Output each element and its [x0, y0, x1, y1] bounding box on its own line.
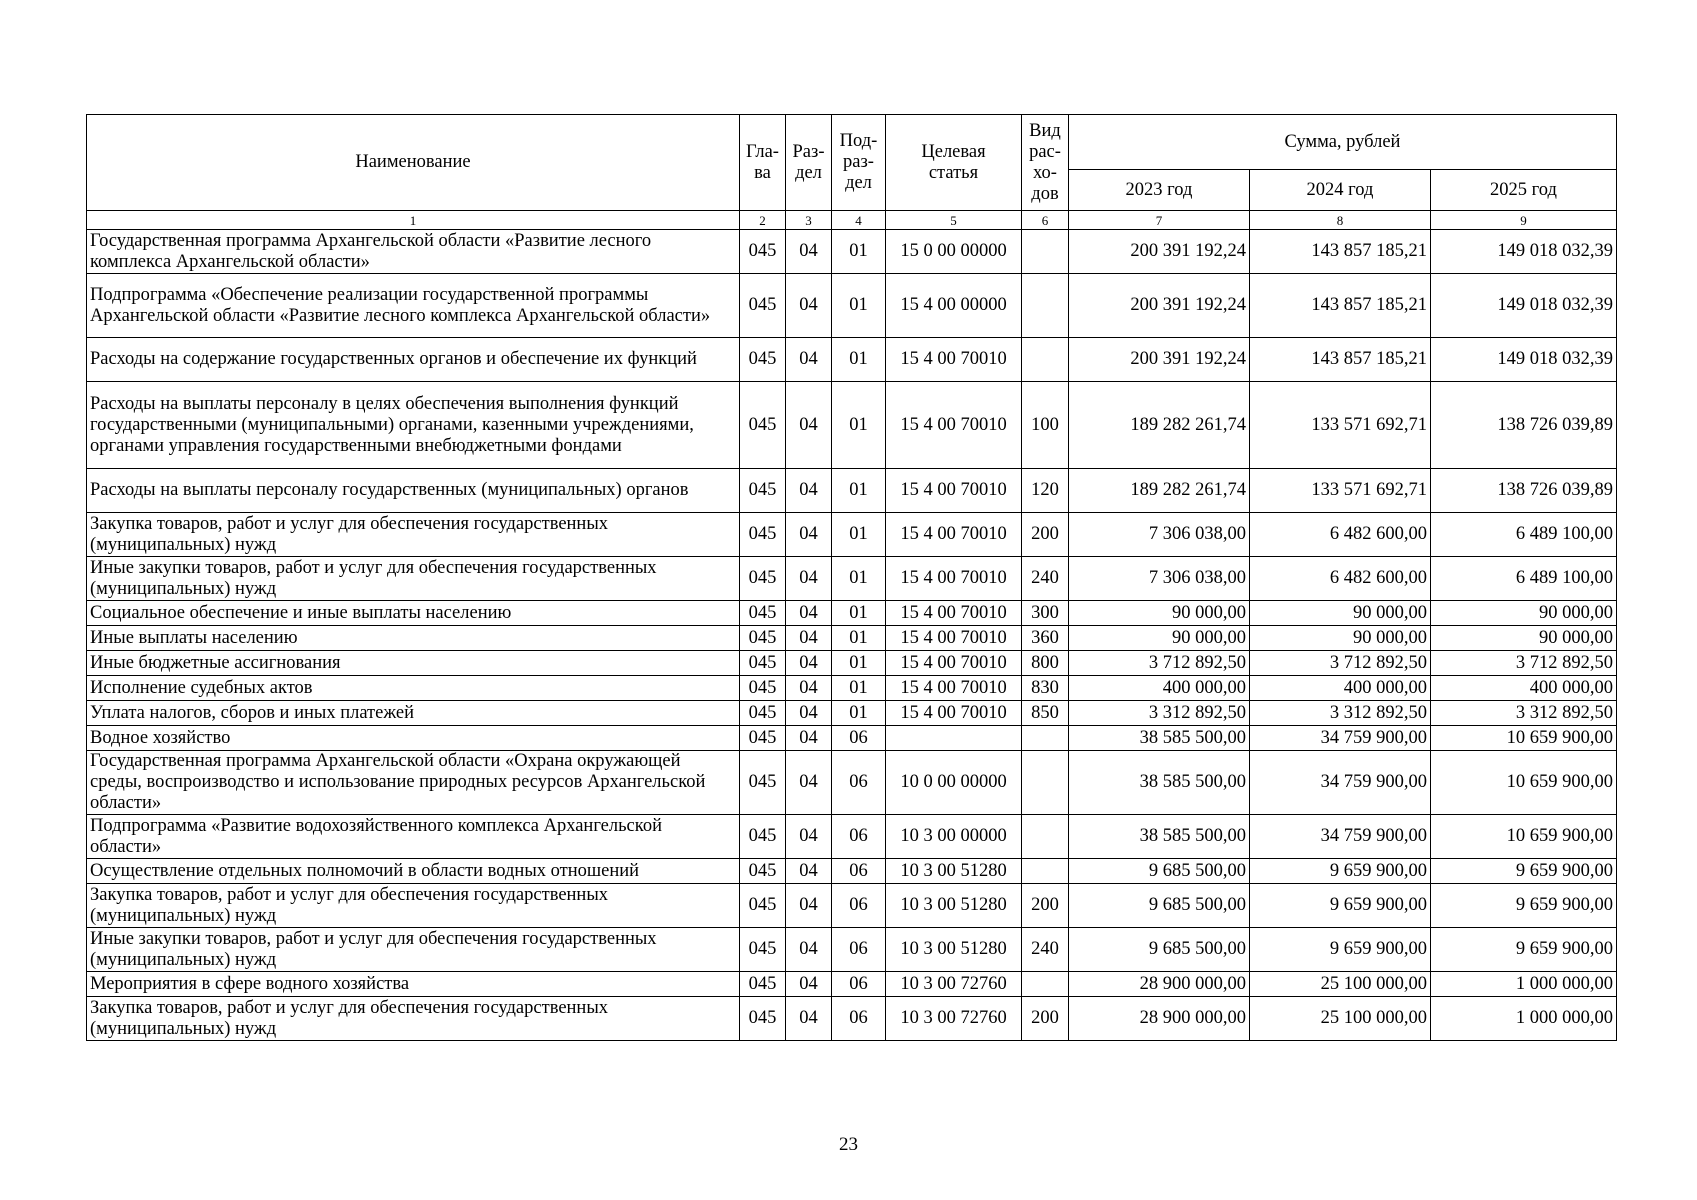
row-amount-2023: 9 685 500,00 — [1069, 859, 1250, 884]
row-expense-type: 800 — [1022, 651, 1069, 676]
row-amount-2025: 149 018 032,39 — [1431, 338, 1617, 382]
row-target-article: 15 4 00 70010 — [886, 601, 1022, 626]
row-target-article: 10 0 00 00000 — [886, 751, 1022, 815]
row-section: 04 — [786, 928, 832, 972]
row-chapter: 045 — [740, 676, 786, 701]
row-target-article: 15 4 00 70010 — [886, 701, 1022, 726]
header-name: Наименование — [87, 115, 740, 211]
row-chapter: 045 — [740, 382, 786, 469]
page-number: 23 — [839, 1134, 858, 1155]
column-number-cell: 7 — [1069, 211, 1250, 230]
row-chapter: 045 — [740, 626, 786, 651]
row-section: 04 — [786, 513, 832, 557]
row-amount-2023: 28 900 000,00 — [1069, 972, 1250, 997]
row-section: 04 — [786, 751, 832, 815]
row-expense-type: 200 — [1022, 513, 1069, 557]
row-target-article: 15 4 00 70010 — [886, 626, 1022, 651]
row-target-article: 15 0 00 00000 — [886, 230, 1022, 274]
row-subsection: 01 — [832, 513, 886, 557]
row-section: 04 — [786, 651, 832, 676]
row-amount-2024: 34 759 900,00 — [1250, 751, 1431, 815]
row-amount-2024: 6 482 600,00 — [1250, 513, 1431, 557]
row-name: Расходы на выплаты персоналу в целях обеспечения выполнения функций государственными (муниципальными) органами, казенными учреждениями, органами управления государственными внебюджетными фондами — [87, 382, 740, 469]
row-section: 04 — [786, 815, 832, 859]
row-amount-2023: 3 312 892,50 — [1069, 701, 1250, 726]
row-expense-type — [1022, 726, 1069, 751]
row-amount-2024: 9 659 900,00 — [1250, 884, 1431, 928]
table-row — [87, 997, 1617, 1041]
row-subsection: 01 — [832, 601, 886, 626]
row-amount-2025: 10 659 900,00 — [1431, 751, 1617, 815]
row-expense-type — [1022, 338, 1069, 382]
row-target-article: 10 3 00 51280 — [886, 859, 1022, 884]
row-name: Закупка товаров, работ и услуг для обеспечения государственных (муниципальных) нужд — [87, 884, 740, 928]
header-year-2023: 2023 год — [1069, 170, 1250, 211]
row-amount-2024: 400 000,00 — [1250, 676, 1431, 701]
row-amount-2024: 25 100 000,00 — [1250, 997, 1431, 1041]
column-number-cell: 1 — [87, 211, 740, 230]
table-row — [87, 972, 1617, 997]
row-chapter: 045 — [740, 751, 786, 815]
row-chapter: 045 — [740, 701, 786, 726]
row-amount-2024: 133 571 692,71 — [1250, 469, 1431, 513]
row-amount-2024: 143 857 185,21 — [1250, 274, 1431, 338]
row-expense-type: 100 — [1022, 382, 1069, 469]
table-row — [87, 513, 1617, 557]
row-section: 04 — [786, 382, 832, 469]
row-chapter: 045 — [740, 513, 786, 557]
row-amount-2025: 138 726 039,89 — [1431, 469, 1617, 513]
row-amount-2024: 3 712 892,50 — [1250, 651, 1431, 676]
table-row — [87, 676, 1617, 701]
row-chapter: 045 — [740, 230, 786, 274]
row-amount-2023: 7 306 038,00 — [1069, 513, 1250, 557]
table-row — [87, 230, 1617, 274]
row-subsection: 06 — [832, 751, 886, 815]
row-subsection: 01 — [832, 676, 886, 701]
row-amount-2024: 90 000,00 — [1250, 626, 1431, 651]
row-target-article: 15 4 00 70010 — [886, 469, 1022, 513]
row-amount-2025: 138 726 039,89 — [1431, 382, 1617, 469]
row-subsection: 06 — [832, 997, 886, 1041]
row-amount-2023: 200 391 192,24 — [1069, 274, 1250, 338]
row-amount-2023: 90 000,00 — [1069, 626, 1250, 651]
row-amount-2023: 9 685 500,00 — [1069, 884, 1250, 928]
column-number-cell: 9 — [1431, 211, 1617, 230]
table-row — [87, 726, 1617, 751]
row-subsection: 01 — [832, 338, 886, 382]
row-subsection: 01 — [832, 626, 886, 651]
column-number-cell: 2 — [740, 211, 786, 230]
row-amount-2025: 6 489 100,00 — [1431, 513, 1617, 557]
row-name: Иные закупки товаров, работ и услуг для обеспечения государственных (муниципальных) нужд — [87, 557, 740, 601]
table-row — [87, 884, 1617, 928]
row-section: 04 — [786, 859, 832, 884]
row-amount-2024: 34 759 900,00 — [1250, 726, 1431, 751]
header-year-2024: 2024 год — [1250, 170, 1431, 211]
row-amount-2024: 143 857 185,21 — [1250, 230, 1431, 274]
row-subsection: 06 — [832, 815, 886, 859]
row-amount-2025: 3 312 892,50 — [1431, 701, 1617, 726]
row-subsection: 06 — [832, 726, 886, 751]
table-header — [87, 115, 1617, 230]
table-row — [87, 928, 1617, 972]
row-name: Подпрограмма «Обеспечение реализации государственной программы Архангельской области «Развитие лесного комплекса Архангельской области» — [87, 274, 740, 338]
row-name: Осуществление отдельных полномочий в области водных отношений — [87, 859, 740, 884]
column-number-cell: 6 — [1022, 211, 1069, 230]
row-section: 04 — [786, 557, 832, 601]
row-name: Иные бюджетные ассигнования — [87, 651, 740, 676]
row-section: 04 — [786, 274, 832, 338]
table-row — [87, 338, 1617, 382]
row-amount-2025: 90 000,00 — [1431, 601, 1617, 626]
row-target-article: 15 4 00 00000 — [886, 274, 1022, 338]
row-expense-type: 360 — [1022, 626, 1069, 651]
row-subsection: 01 — [832, 382, 886, 469]
row-expense-type: 240 — [1022, 557, 1069, 601]
column-number-cell: 4 — [832, 211, 886, 230]
row-target-article: 15 4 00 70010 — [886, 382, 1022, 469]
row-section: 04 — [786, 230, 832, 274]
column-number-cell: 3 — [786, 211, 832, 230]
row-name: Государственная программа Архангельской области «Охрана окружающей среды, воспроизводство и использование природных ресурсов Архангельской области» — [87, 751, 740, 815]
row-target-article: 15 4 00 70010 — [886, 676, 1022, 701]
table-row — [87, 557, 1617, 601]
row-amount-2024: 143 857 185,21 — [1250, 338, 1431, 382]
row-chapter: 045 — [740, 997, 786, 1041]
row-section: 04 — [786, 997, 832, 1041]
row-expense-type: 120 — [1022, 469, 1069, 513]
row-expense-type — [1022, 859, 1069, 884]
row-expense-type — [1022, 751, 1069, 815]
row-section: 04 — [786, 469, 832, 513]
table-row — [87, 626, 1617, 651]
table-row — [87, 382, 1617, 469]
row-amount-2024: 9 659 900,00 — [1250, 859, 1431, 884]
row-expense-type — [1022, 274, 1069, 338]
row-amount-2025: 10 659 900,00 — [1431, 726, 1617, 751]
header-expense-type: Вид рас- хо- дов — [1022, 115, 1069, 211]
row-amount-2025: 1 000 000,00 — [1431, 997, 1617, 1041]
row-subsection: 01 — [832, 469, 886, 513]
row-section: 04 — [786, 701, 832, 726]
row-chapter: 045 — [740, 601, 786, 626]
row-amount-2023: 9 685 500,00 — [1069, 928, 1250, 972]
row-amount-2023: 400 000,00 — [1069, 676, 1250, 701]
header-subsection: Под- раз- дел — [832, 115, 886, 211]
row-amount-2025: 149 018 032,39 — [1431, 274, 1617, 338]
row-amount-2025: 1 000 000,00 — [1431, 972, 1617, 997]
row-amount-2024: 9 659 900,00 — [1250, 928, 1431, 972]
row-expense-type — [1022, 972, 1069, 997]
row-target-article: 10 3 00 00000 — [886, 815, 1022, 859]
row-name: Иные выплаты населению — [87, 626, 740, 651]
row-expense-type — [1022, 230, 1069, 274]
row-amount-2025: 9 659 900,00 — [1431, 928, 1617, 972]
row-amount-2025: 400 000,00 — [1431, 676, 1617, 701]
row-section: 04 — [786, 338, 832, 382]
header-target-article: Целевая статья — [886, 115, 1022, 211]
row-amount-2025: 9 659 900,00 — [1431, 884, 1617, 928]
row-amount-2023: 189 282 261,74 — [1069, 469, 1250, 513]
row-name: Закупка товаров, работ и услуг для обеспечения государственных (муниципальных) нужд — [87, 997, 740, 1041]
row-amount-2023: 200 391 192,24 — [1069, 338, 1250, 382]
row-amount-2024: 34 759 900,00 — [1250, 815, 1431, 859]
row-name: Расходы на выплаты персоналу государственных (муниципальных) органов — [87, 469, 740, 513]
column-number-cell: 5 — [886, 211, 1022, 230]
row-name: Водное хозяйство — [87, 726, 740, 751]
row-subsection: 06 — [832, 928, 886, 972]
table-row — [87, 601, 1617, 626]
row-amount-2023: 189 282 261,74 — [1069, 382, 1250, 469]
budget-table — [86, 114, 1617, 1041]
row-target-article: 15 4 00 70010 — [886, 338, 1022, 382]
row-name: Закупка товаров, работ и услуг для обеспечения государственных (муниципальных) нужд — [87, 513, 740, 557]
header-chapter: Гла- ва — [740, 115, 786, 211]
row-chapter: 045 — [740, 469, 786, 513]
row-amount-2023: 90 000,00 — [1069, 601, 1250, 626]
table-row — [87, 815, 1617, 859]
row-amount-2023: 38 585 500,00 — [1069, 726, 1250, 751]
row-amount-2025: 9 659 900,00 — [1431, 859, 1617, 884]
row-amount-2024: 25 100 000,00 — [1250, 972, 1431, 997]
row-subsection: 01 — [832, 557, 886, 601]
row-subsection: 06 — [832, 859, 886, 884]
row-section: 04 — [786, 626, 832, 651]
row-amount-2024: 3 312 892,50 — [1250, 701, 1431, 726]
header-sum: Сумма, рублей — [1069, 115, 1617, 170]
row-chapter: 045 — [740, 726, 786, 751]
row-subsection: 01 — [832, 651, 886, 676]
table-body — [87, 230, 1617, 1041]
row-amount-2023: 3 712 892,50 — [1069, 651, 1250, 676]
row-amount-2025: 6 489 100,00 — [1431, 557, 1617, 601]
row-target-article: 15 4 00 70010 — [886, 513, 1022, 557]
row-target-article — [886, 726, 1022, 751]
row-subsection: 01 — [832, 701, 886, 726]
row-expense-type: 240 — [1022, 928, 1069, 972]
row-subsection: 01 — [832, 230, 886, 274]
table-row — [87, 859, 1617, 884]
row-chapter: 045 — [740, 651, 786, 676]
row-section: 04 — [786, 676, 832, 701]
row-subsection: 06 — [832, 972, 886, 997]
row-amount-2025: 3 712 892,50 — [1431, 651, 1617, 676]
row-expense-type: 830 — [1022, 676, 1069, 701]
row-name: Иные закупки товаров, работ и услуг для обеспечения государственных (муниципальных) нужд — [87, 928, 740, 972]
row-name: Расходы на содержание государственных органов и обеспечение их функций — [87, 338, 740, 382]
header-section: Раз- дел — [786, 115, 832, 211]
row-chapter: 045 — [740, 859, 786, 884]
row-chapter: 045 — [740, 972, 786, 997]
row-chapter: 045 — [740, 274, 786, 338]
table-row — [87, 651, 1617, 676]
row-target-article: 10 3 00 51280 — [886, 884, 1022, 928]
row-chapter: 045 — [740, 928, 786, 972]
row-section: 04 — [786, 726, 832, 751]
row-section: 04 — [786, 972, 832, 997]
row-name: Исполнение судебных актов — [87, 676, 740, 701]
row-expense-type: 850 — [1022, 701, 1069, 726]
row-expense-type: 300 — [1022, 601, 1069, 626]
row-target-article: 10 3 00 72760 — [886, 997, 1022, 1041]
row-amount-2025: 149 018 032,39 — [1431, 230, 1617, 274]
header-year-2025: 2025 год — [1431, 170, 1617, 211]
row-amount-2023: 200 391 192,24 — [1069, 230, 1250, 274]
row-section: 04 — [786, 601, 832, 626]
row-amount-2025: 90 000,00 — [1431, 626, 1617, 651]
row-name: Подпрограмма «Развитие водохозяйственного комплекса Архангельской области» — [87, 815, 740, 859]
row-target-article: 15 4 00 70010 — [886, 557, 1022, 601]
row-target-article: 10 3 00 72760 — [886, 972, 1022, 997]
table-row — [87, 701, 1617, 726]
row-name: Социальное обеспечение и иные выплаты населению — [87, 601, 740, 626]
row-amount-2023: 7 306 038,00 — [1069, 557, 1250, 601]
row-expense-type: 200 — [1022, 997, 1069, 1041]
row-chapter: 045 — [740, 557, 786, 601]
row-name: Государственная программа Архангельской области «Развитие лесного комплекса Архангельской области» — [87, 230, 740, 274]
table-row — [87, 274, 1617, 338]
row-amount-2023: 28 900 000,00 — [1069, 997, 1250, 1041]
column-number-row — [87, 211, 1617, 230]
row-amount-2023: 38 585 500,00 — [1069, 751, 1250, 815]
row-name: Мероприятия в сфере водного хозяйства — [87, 972, 740, 997]
row-section: 04 — [786, 884, 832, 928]
row-amount-2024: 6 482 600,00 — [1250, 557, 1431, 601]
row-amount-2023: 38 585 500,00 — [1069, 815, 1250, 859]
table-row — [87, 751, 1617, 815]
column-number-cell: 8 — [1250, 211, 1431, 230]
row-amount-2024: 133 571 692,71 — [1250, 382, 1431, 469]
row-subsection: 06 — [832, 884, 886, 928]
row-chapter: 045 — [740, 884, 786, 928]
row-target-article: 10 3 00 51280 — [886, 928, 1022, 972]
row-chapter: 045 — [740, 815, 786, 859]
row-expense-type: 200 — [1022, 884, 1069, 928]
row-subsection: 01 — [832, 274, 886, 338]
row-amount-2025: 10 659 900,00 — [1431, 815, 1617, 859]
row-target-article: 15 4 00 70010 — [886, 651, 1022, 676]
table-row — [87, 469, 1617, 513]
row-chapter: 045 — [740, 338, 786, 382]
row-amount-2024: 90 000,00 — [1250, 601, 1431, 626]
row-name: Уплата налогов, сборов и иных платежей — [87, 701, 740, 726]
row-expense-type — [1022, 815, 1069, 859]
